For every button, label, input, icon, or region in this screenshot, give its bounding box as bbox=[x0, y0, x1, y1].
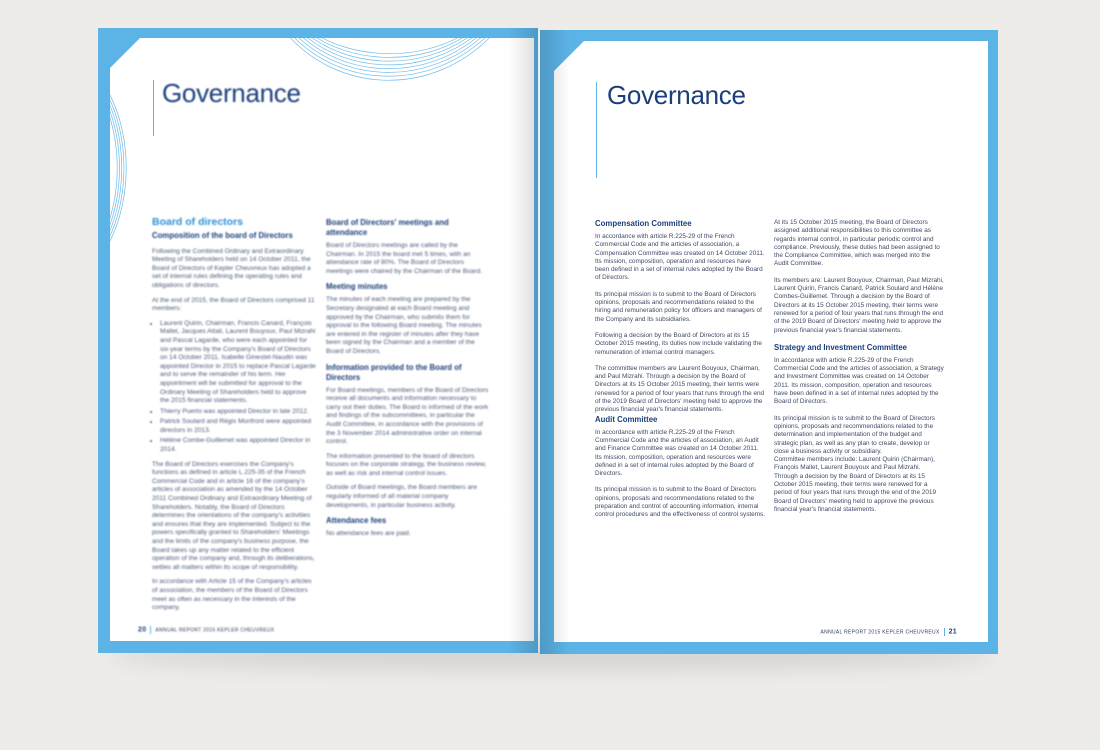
paragraph: In accordance with Article 15 of the Company's articles of association, the members of the Board of Directors meet as often as necessary in the interests of the company. bbox=[152, 578, 312, 612]
list-item: • Laurent Quirin, Chairman, Francis Canard, François Mallet, Jacques Attali, Laurent Bouyoux, Paul Mizrahi and Pascal Lagarde, who were each appointed for six-year terms by the Company's Board of Directors on 14 October 2011, Isabelle Ginestet-Naudin was appointed Director in 2015 to replace Pascal Lagarde and to serve the remainder of his term. Her appointment will be submitted for approval to the Ordinary Meeting of Shareholders held to approve the 2015 financial statements. bbox=[160, 320, 316, 406]
right-spine-shade bbox=[540, 30, 570, 654]
left-column-2 bbox=[326, 218, 490, 545]
page-title: Governance bbox=[607, 80, 746, 110]
paragraph: For Board meetings, members of the Board of Directors receive all documents and information necessary to carry out their duties. The Board is informed of the work and findings of the subcommittees, in particular the Audit Committee, in accordance with the provisions of the 3 November 2014 administrative order on internal control. bbox=[326, 386, 489, 446]
title-accent-line bbox=[596, 82, 597, 178]
paragraph: Committee members include: Laurent Quirin (Chairman), François Mallet, Laurent Bouyoux and Paul Mizrahi. Through a decision by the Board of Directors at its 15 October 2015 meeting, their terms were renewed for a period of four years that runs through the end of the 2019 Board of Directors' meeting held to approve the previous financial year's financial statements. bbox=[774, 456, 937, 513]
subsection-heading: Composition of the board of Directors bbox=[152, 230, 293, 240]
right-column-1 bbox=[595, 219, 766, 528]
subsection-heading: Strategy and Investment Committee bbox=[774, 342, 908, 352]
left-spine-shade bbox=[508, 28, 538, 653]
right-page bbox=[540, 30, 998, 654]
paragraph: In accordance with article R.225-29 of the French Commercial Code and the articles of association, a Compensation Committee was created on 14 October 2011. Its mission, composition, operation and resources have been defined in a set of internal rules adopted by the Board of Directors. bbox=[595, 233, 765, 282]
footer-text: ANNUAL REPORT 2015 KEPLER CHEUVREUX bbox=[155, 627, 275, 634]
subsection-heading: Audit Committee bbox=[595, 414, 658, 424]
page-title: Governance bbox=[162, 78, 301, 108]
left-column-1 bbox=[152, 218, 316, 619]
paragraph: Outside of Board meetings, the Board members are regularly informed of all material company developments, in particular business activity. bbox=[326, 484, 477, 509]
subsection-heading: Meeting minutes bbox=[326, 282, 388, 292]
footer-separator bbox=[150, 626, 151, 634]
right-footer bbox=[821, 628, 957, 636]
paragraph: Its members are: Laurent Bouyoux, Chairman, Paul Mizrahi, Laurent Quirin, Francis Canard, Patrick Soulard and Hélène Combes-Guillemet. Through a decision by the Board of Directors at its 15 October 2015 meeting, their terms were renewed for a period of four years that runs through the end of the 2019 Board of Directors' meeting held to approve the previous financial year's financial statements. bbox=[774, 276, 944, 334]
list-item: • Thierry Puerto was appointed Director in late 2012. bbox=[160, 408, 316, 417]
paragraph: The minutes of each meeting are prepared by the Secretary designated at each Board meeting and approved by the Chairman, who submits them for approval to the following Board meeting. The minutes are entered in the register of minutes after they have been signed by the Chairman and a member of the Board of Directors. bbox=[326, 296, 482, 355]
paragraph: The committee members are Laurent Bouyoux, Chairman, and Paul Mizrahi. Through a decision by the Board of Directors at its 15 October 2015 meeting, their terms were renewed for a period of four years that runs through the end of the 2019 Board of Directors' meeting held to approve the previous financial year's financial statements. bbox=[595, 364, 765, 414]
paragraph: Its principal mission is to submit to the Board of Directors opinions, proposals and recommendations related to the preparation and control of accounting information, internal control procedures and the effectiveness of control systems. bbox=[595, 486, 766, 519]
footer-text: ANNUAL REPORT 2015 KEPLER CHEUVREUX bbox=[820, 629, 940, 636]
paragraph: In accordance with article R.225-29 of the French Commercial Code and the articles of association, a Strategy and Investment Committee was created on 14 October 2011. Its mission, composition, operation and resources have been defined in a set of internal rules adopted by the Board of Directors. bbox=[774, 356, 944, 406]
footer-separator bbox=[944, 628, 945, 636]
section-heading: Board of directors bbox=[152, 216, 244, 228]
arc-lines-decoration bbox=[110, 68, 150, 288]
paragraph: Its principal mission is to submit to the Board of Directors opinions, proposals and recommendations related to the hiring and remuneration policy for officers and managers of the Company and its subsidiaries. bbox=[595, 290, 762, 323]
left-footer bbox=[138, 626, 274, 634]
list-item: • Patrick Soulard and Régis Monfront were appointed directors in 2013. bbox=[160, 418, 316, 435]
right-column-2 bbox=[774, 219, 945, 514]
subsection-heading: Information provided to the Board of Directors bbox=[326, 362, 462, 382]
paragraph: In accordance with article R.225-29 of the French Commercial Code and the articles of association, an Audit and Finance Committee was created on 14 October 2011. Its mission, composition, operation and resources were defined in a set of internal rules adopted by the Board of Directors. bbox=[595, 428, 759, 478]
subsection-heading: Attendance fees bbox=[326, 516, 387, 526]
paragraph: At the end of 2015, the Board of Directors comprised 11 members: bbox=[152, 296, 315, 313]
subsection-heading: Board of Directors' meetings and attendance bbox=[326, 218, 449, 237]
paragraph: No attendance fees are paid. bbox=[326, 530, 411, 538]
paragraph: Following the Combined Ordinary and Extraordinary Meeting of Shareholders held on 14 October 2011, the Board of Directors of Kepler Cheuvreux has adopted a set of internal rules defining the operating rules and obligations of directors. bbox=[152, 247, 311, 289]
paragraph: The information presented to the board of directors focuses on the corporate strategy, the business review, as well as risk and internal control issues. bbox=[326, 452, 487, 477]
member-list bbox=[152, 320, 316, 455]
paragraph: Its principal mission is to submit to the Board of Directors opinions, proposals and recommendations related to the determination and implementation of the budget and strategic plan, as well as any plan to create, develop or close a business activity or subsidiary. bbox=[774, 414, 935, 455]
page-number: 20 bbox=[138, 626, 147, 634]
paragraph: At its 15 October 2015 meeting, the Board of Directors assigned additional responsibilities to this committee as regards internal control, in particular periodic control and compliance. Previously, these duties had been assigned to the Compliance Committee, which was merged into the Audit Committee. bbox=[774, 219, 940, 268]
title-accent-line bbox=[153, 80, 154, 136]
left-page bbox=[98, 28, 538, 653]
paragraph: Following a decision by the Board of Directors at its 15 October 2015 meeting, its duties now include validating the remuneration of internal control managers. bbox=[595, 331, 762, 356]
paragraph: Board of Directors meetings are called by the Chairman. In 2015 the board met 5 times, with an attendance rate of 80%. The Board of Directors meetings were chaired by the Chairman of the Board. bbox=[326, 242, 483, 275]
subsection-heading: Compensation Committee bbox=[595, 219, 692, 228]
paragraph: The Board of Directors exercises the Company's functions as defined in article L.225-35 of the French Commercial Code and in article 16 of the company's articles of association as amended by the 14 October 2011 Combined Ordinary and Extraordinary Meeting of Shareholders. Notably, the Board of Directors determines the orientations of the company's activities and ensures that they are implemented. Subject to the powers specifically granted to Shareholders' Meetings and the limits of the company's business purpose, the Board takes up any matter related to the efficient operation of the company and, through its deliberations, settles all matters within its scope of responsibility. bbox=[152, 460, 315, 571]
page-number: 21 bbox=[948, 628, 957, 636]
list-item: • Hélène Combe-Guillemet was appointed Director in 2014. bbox=[160, 437, 316, 454]
